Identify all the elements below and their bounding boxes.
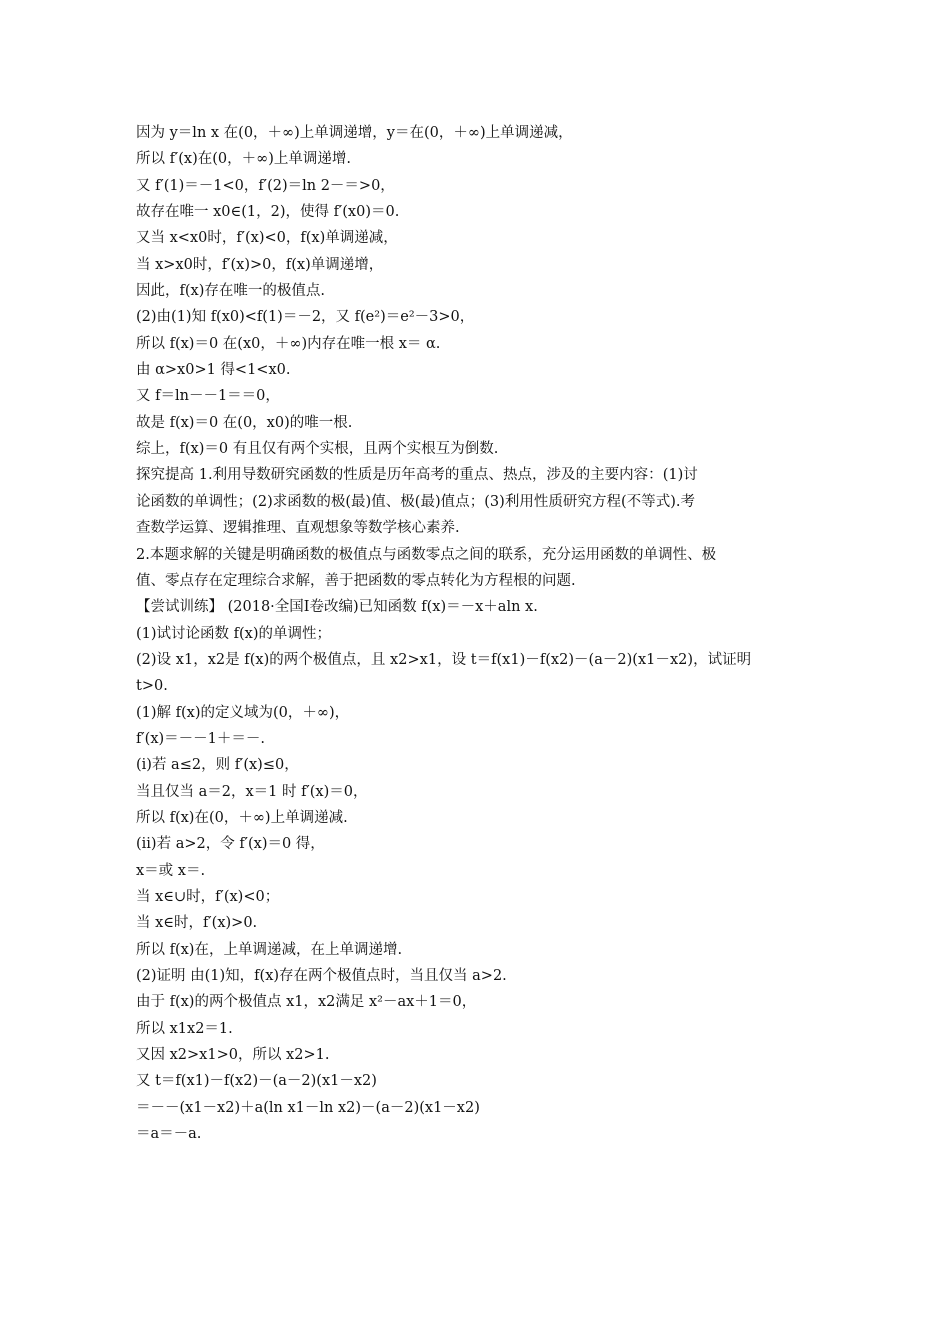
document-body [136,120,816,1147]
text-line: 值、零点存在定理综合求解，善于把函数的零点转化为方程根的问题. [136,572,576,589]
text-line: 因此，f(x)存在唯一的极值点. [136,283,325,300]
text-line: 又当 x<x0时，f′(x)<0，f(x)单调递减， [136,230,398,247]
text-line: 因为 y＝ln x 在(0，＋∞)上单调递增，y＝在(0，＋∞)上单调递减， [136,125,573,141]
text-line: 当 x>x0时，f′(x)>0，f(x)单调递增， [136,256,384,273]
text-line: 又 f′(1)＝－1<0，f′(2)＝ln 2－＝>0， [136,177,395,194]
text-line: 故存在唯一 x0∈(1，2)，使得 f′(x0)＝0. [136,204,400,221]
text-line: 所以 f(x)在(0，＋∞)上单调递减. [136,809,348,826]
text-line: ＝－－(x1－x2)＋a(ln x1－ln x2)－(a－2)(x1－x2) [136,1099,480,1116]
text-line: 当 x∈∪时，f′(x)<0； [136,888,280,905]
text-line: 又因 x2>x1>0，所以 x2>1. [136,1047,330,1064]
text-line: 又 f＝ln－－1＝＝0， [136,388,280,405]
text-line: ＝a＝－a. [136,1126,202,1143]
text-line: (ⅱ)若 a>2，令 f′(x)＝0 得， [136,836,325,853]
text-line: (2)设 x1，x2是 f(x)的两个极值点，且 x2>x1，设 t＝f(x1)－f(x2)－(a－2)(x1－x2)，试证明 [136,651,752,668]
text-line: 2.本题求解的关键是明确函数的极值点与函数零点之间的联系，充分运用函数的单调性、极 [136,546,717,563]
text-line: (1)试讨论函数 f(x)的单调性； [136,625,332,642]
text-line: 综上，f(x)＝0 有且仅有两个实根，且两个实根互为倒数. [136,441,499,458]
text-line: (1)解 f(x)的定义域为(0，＋∞)， [136,704,350,721]
text-line: 论函数的单调性；(2)求函数的极(最)值、极(最)值点；(3)利用性质研究方程(不等式).考 [136,493,696,510]
text-line: 所以 f′(x)在(0，＋∞)上单调递增. [136,151,351,168]
text-line: 所以 f(x)在，上单调递减，在上单调递增. [136,941,403,958]
text-line: 【尝试训练】 (2018·全国Ⅰ卷改编)已知函数 f(x)＝－x＋aln x. [136,599,538,616]
text-line: 所以 f(x)＝0 在(x0，＋∞)内存在唯一根 x＝ α. [136,335,441,352]
text-line: (ⅰ)若 a≤2，则 f′(x)≤0， [136,757,299,774]
text-line: 所以 x1x2＝1. [136,1020,233,1037]
text-line: (2)由(1)知 f(x0)<f(1)＝－2，又 f(e²)＝e²－3>0， [136,309,475,326]
text-line: 故是 f(x)＝0 在(0，x0)的唯一根. [136,414,353,431]
text-line: 当 x∈时，f′(x)>0. [136,915,258,932]
text-line: 又 t＝f(x1)－f(x2)－(a－2)(x1－x2) [136,1073,377,1090]
text-line: (2)证明 由(1)知，f(x)存在两个极值点时，当且仅当 a>2. [136,968,507,984]
text-line: 由 α>x0>1 得<1<x0. [136,362,291,379]
text-line: 探究提高 1.利用导数研究函数的性质是历年高考的重点、热点，涉及的主要内容：(1)讨 [136,467,698,484]
text-line: 查数学运算、逻辑推理、直观想象等数学核心素养. [136,520,460,537]
text-line: x＝或 x＝. [136,862,206,879]
text-line: 当且仅当 a＝2，x＝1 时 f′(x)＝0， [136,783,368,800]
text-line: f′(x)＝－－1＋＝－. [136,730,265,747]
text-line: t>0. [136,678,168,695]
text-line: 由于 f(x)的两个极值点 x1，x2满足 x²－ax＋1＝0， [136,994,477,1011]
